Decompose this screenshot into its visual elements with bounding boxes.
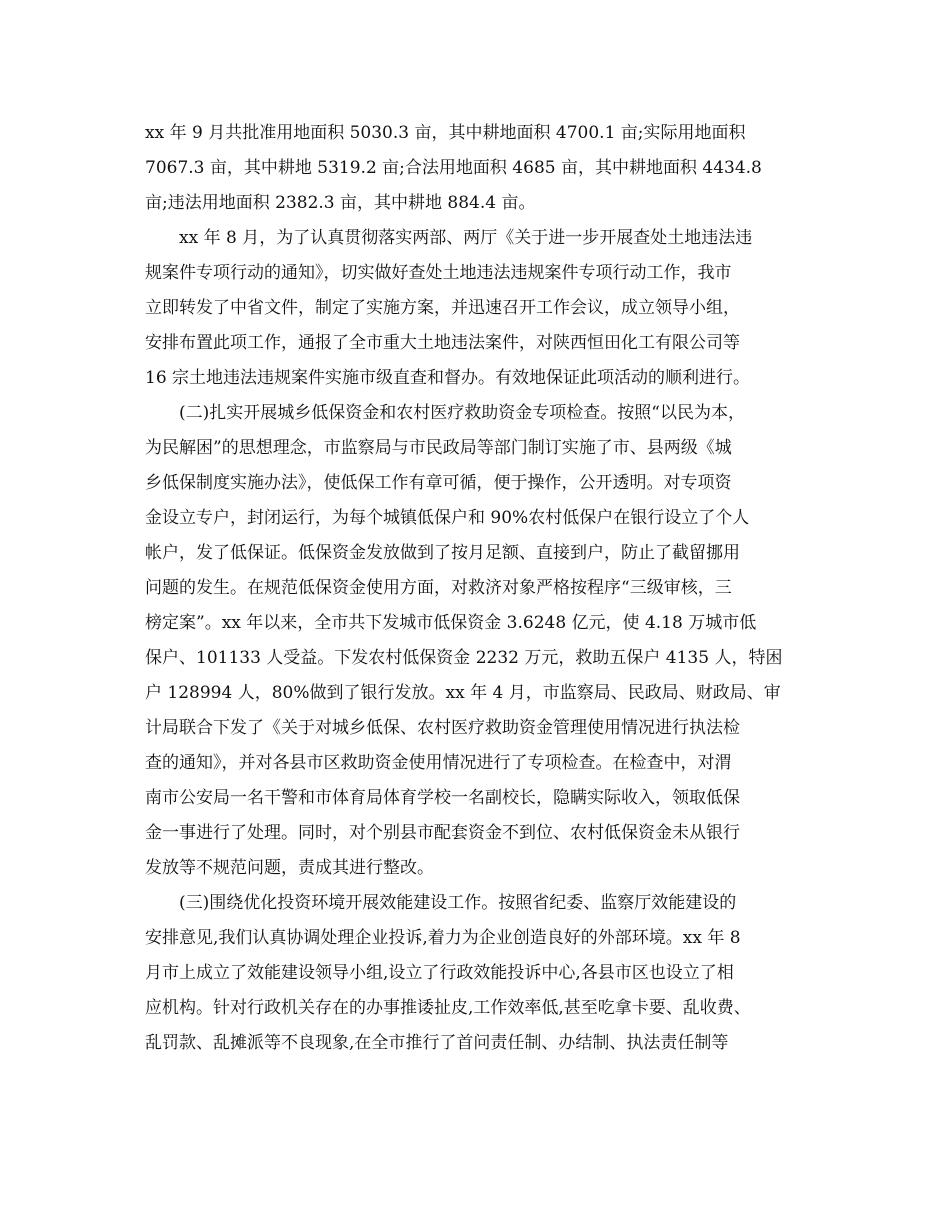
text-line: 计局联合下发了《关于对城乡低保、农村医疗救助资金管理使用情况进行执法检: [145, 718, 740, 738]
text-line: 安排意见,我们认真协调处理企业投诉,着力为企业创造良好的外部环境。xx 年 8: [145, 928, 741, 948]
text-line: 乱罚款、乱摊派等不良现象,在全市推行了首问责任制、办结制、执法责任制等: [145, 1033, 729, 1053]
text-line: 查的通知》，并对各县市区救助资金使用情况进行了专项检查。在检查中，对渭: [145, 753, 732, 773]
paragraph-first-line: (二)扎实开展城乡低保资金和农村医疗救助资金专项检查。按照“以民为本，: [179, 403, 745, 423]
text-line: xx 年 9 月共批准用地面积 5030.3 亩，其中耕地面积 4700.1 亩;实际用地面积: [145, 123, 746, 143]
paragraph-first-line: xx 年 8 月，为了认真贯彻落实两部、两厅《关于进一步开展查处土地违法违: [179, 228, 753, 248]
text-line: 帐户，发了低保证。低保资金发放做到了按月足额、直接到户，防止了截留挪用: [145, 543, 740, 563]
paragraph-first-line: (三)围绕优化投资环境开展效能建设工作。按照省纪委、监察厅效能建设的: [179, 893, 737, 913]
text-line: 7067.3 亩，其中耕地 5319.2 亩;合法用地面积 4685 亩，其中耕地面积 4434.8: [145, 158, 762, 178]
text-line: 亩;违法用地面积 2382.3 亩，其中耕地 884.4 亩。: [145, 193, 536, 213]
text-line: 立即转发了中省文件，制定了实施方案，并迅速召开工作会议，成立领导小组，: [145, 298, 740, 318]
text-line: 应机构。针对行政机关存在的办事推诿扯皮,工作效率低,甚至吃拿卡要、乱收费、: [145, 998, 751, 1018]
text-line: 保户、101133 人受益。下发农村低保资金 2232 万元，救助五保户 4135 人，特困: [145, 648, 783, 668]
text-line: 金一事进行了处理。同时，对个别县市配套资金不到位、农村低保资金未从银行: [145, 823, 740, 843]
text-line: 问题的发生。在规范低保资金使用方面，对救济对象严格按程序“三级审核，三: [145, 578, 732, 598]
text-line: 榜定案”。xx 年以来，全市共下发城市低保资金 3.6248 亿元，使 4.18 万城市低: [145, 613, 757, 633]
text-line: 发放等不规范问题，责成其进行整改。: [145, 858, 434, 878]
text-line: 安排布置此项工作，通报了全市重大土地违法案件，对陕西恒田化工有限公司等: [145, 333, 740, 353]
text-line: 为民解困”的思想理念，市监察局与市民政局等部门制订实施了市、县两级《城: [145, 438, 732, 458]
text-line: 户 128994 人，80%做到了银行发放。xx 年 4 月，市监察局、民政局、财政局、审: [145, 683, 781, 703]
text-line: 金设立专户，封闭运行，为每个城镇低保户和 90%农村低保户在银行设立了个人: [145, 508, 750, 528]
text-line: 月市上成立了效能建设领导小组,设立了行政效能投诉中心,各县市区也设立了相: [145, 963, 734, 983]
text-line: 规案件专项行动的通知》，切实做好查处土地违法违规案件专项行动工作，我市: [145, 263, 732, 283]
text-line: 16 宗土地违法违规案件实施市级直查和督办。有效地保证此项活动的顺利进行。: [145, 368, 751, 388]
text-line: 乡低保制度实施办法》，使低保工作有章可循，便于操作，公开透明。对专项资: [145, 473, 732, 493]
text-line: 南市公安局一名干警和市体育局体育学校一名副校长，隐瞒实际收入，领取低保: [145, 788, 740, 808]
